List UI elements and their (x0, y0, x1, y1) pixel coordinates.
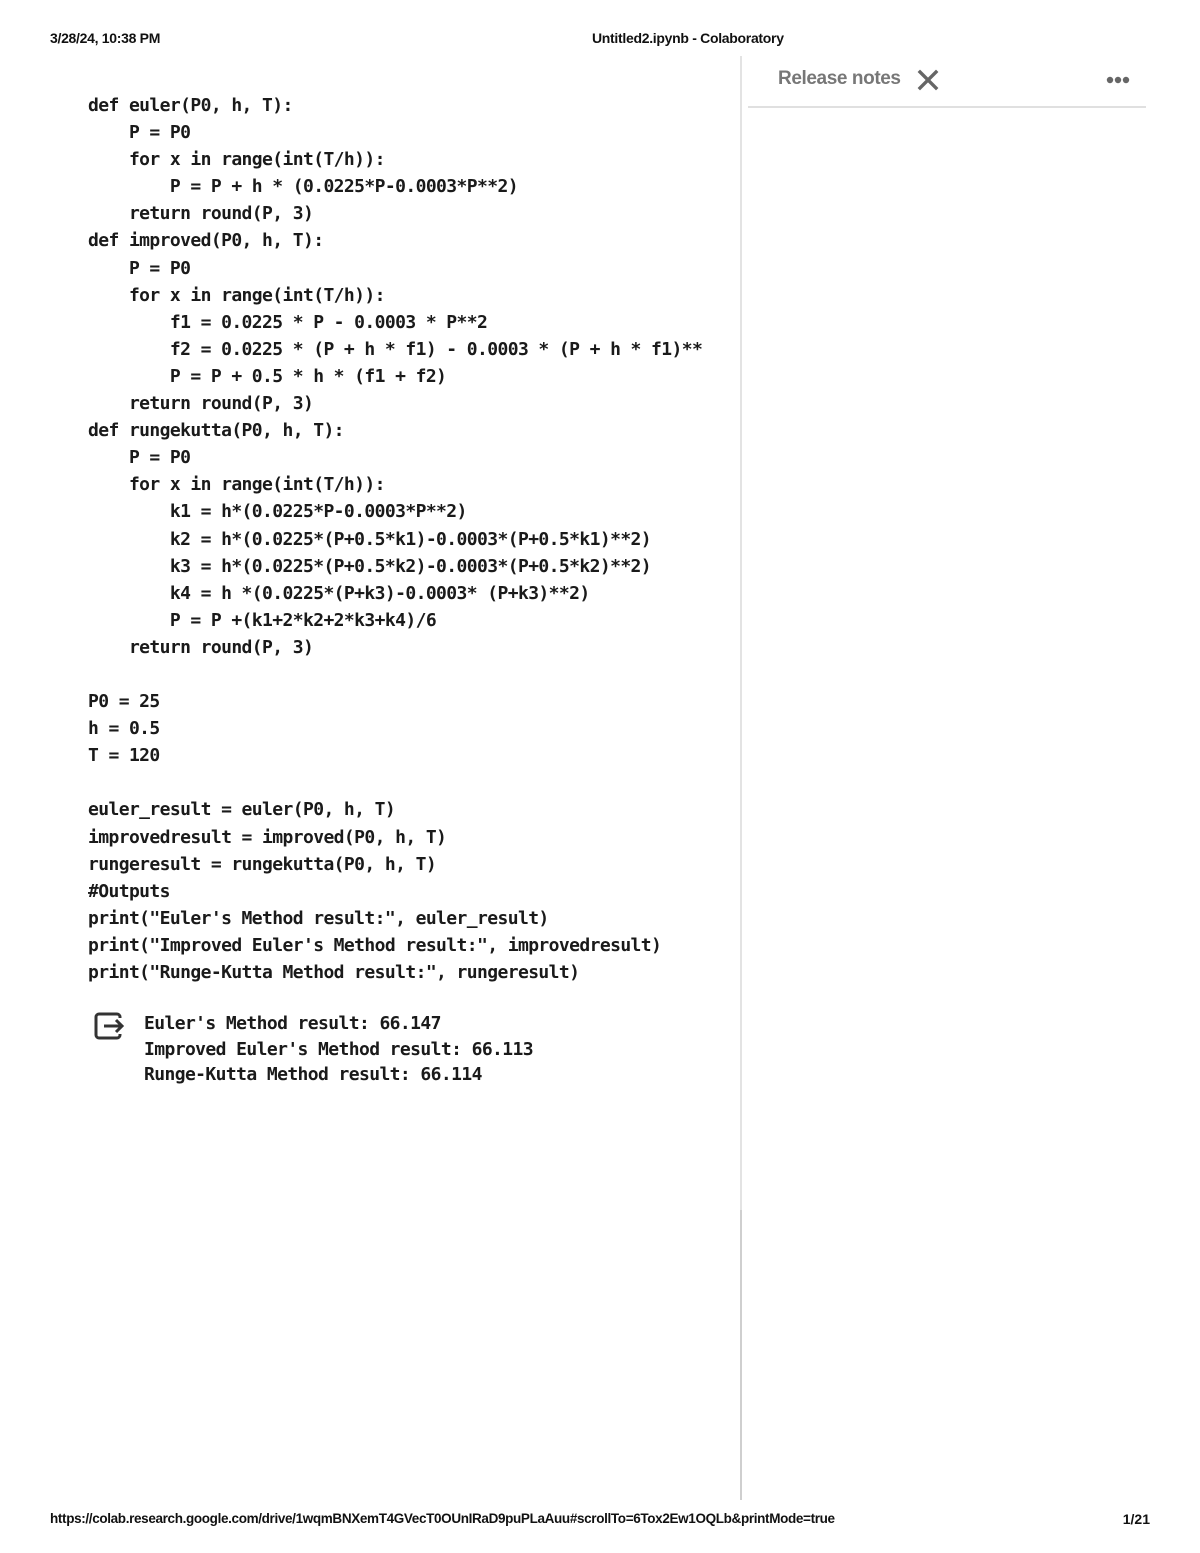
code-line: k4 = h *(0.0225*(P+k3)-0.0003* (P+k3)**2) (88, 582, 590, 604)
code-line: def euler(P0, h, T): (88, 95, 293, 116)
code-line: P = P0 (88, 257, 191, 279)
release-notes-panel (748, 58, 1148, 108)
code-line: h = 0.5 (88, 718, 160, 740)
code-line: return round(P, 3) (88, 203, 314, 225)
print-url: https://colab.research.google.com/drive/1wqmBNXemT4GVecT0OUnIRaD9puPLaAuu#scrollTo=6Tox2Ew1OQLb&printMode=true (50, 1511, 835, 1526)
output-text (144, 1011, 533, 1088)
code-line: def improved(P0, h, T): (88, 230, 324, 252)
notebook-area (0, 55, 740, 1500)
code-line: euler_result = euler(P0, h, T) (88, 799, 396, 821)
print-page-title: Untitled2.ipynb - Colaboratory (592, 30, 784, 46)
code-line: def rungekutta(P0, h, T): (88, 420, 344, 442)
code-line: k2 = h*(0.0225*(P+0.5*k1)-0.0003*(P+0.5*k1)**2) (88, 528, 652, 550)
output-redirect-icon[interactable] (94, 1012, 126, 1040)
code-line: P = P + h * (0.0225*P-0.0003*P**2) (88, 176, 518, 198)
code-cell[interactable] (88, 92, 740, 986)
release-notes-header (748, 58, 1146, 108)
code-line: return round(P, 3) (88, 636, 314, 658)
code-line: improvedresult = improved(P0, h, T) (88, 826, 447, 848)
code-line: k3 = h*(0.0225*(P+0.5*k2)-0.0003*(P+0.5*k2)**2) (88, 555, 652, 577)
code-line: T = 120 (88, 745, 160, 767)
code-line: f1 = 0.0225 * P - 0.0003 * P**2 (88, 311, 488, 333)
output-line: Improved Euler's Method result: 66.113 (144, 1038, 534, 1060)
code-line: P = P +(k1+2*k2+2*k3+k4)/6 (88, 609, 437, 631)
code-line: print("Improved Euler's Method result:", improvedresult) (88, 934, 662, 956)
code-line: print("Euler's Method result:", euler_result) (88, 907, 549, 929)
code-line (88, 661, 740, 688)
code-line: print("Runge-Kutta Method result:", rungeresult) (88, 962, 580, 983)
panel-divider-lower (740, 1210, 742, 1500)
output-line: Runge-Kutta Method result: 66.114 (144, 1064, 482, 1085)
code-line: for x in range(int(T/h)): (88, 149, 385, 171)
print-datetime: 3/28/24, 10:38 PM (50, 30, 161, 46)
code-line: P = P0 (88, 447, 191, 469)
code-line: rungeresult = rungekutta(P0, h, T) (88, 853, 437, 875)
code-line: P0 = 25 (88, 691, 160, 713)
code-line: for x in range(int(T/h)): (88, 474, 385, 496)
output-line: Euler's Method result: 66.147 (144, 1013, 441, 1034)
code-line: f2 = 0.0225 * (P + h * f1) - 0.0003 * (P + h * f1)** (88, 338, 703, 360)
code-line (88, 769, 740, 796)
code-line: P = P0 (88, 122, 191, 144)
code-line: return round(P, 3) (88, 393, 314, 415)
code-line: k1 = h*(0.0225*P-0.0003*P**2) (88, 501, 467, 523)
code-line: P = P + 0.5 * h * (f1 + f2) (88, 365, 447, 387)
more-horizontal-icon[interactable] (1104, 68, 1134, 92)
close-icon[interactable] (916, 68, 940, 92)
release-notes-title: Release notes (778, 68, 901, 89)
code-line: for x in range(int(T/h)): (88, 284, 385, 306)
code-line: #Outputs (88, 880, 170, 902)
print-page-number: 1/21 (1122, 1511, 1150, 1527)
